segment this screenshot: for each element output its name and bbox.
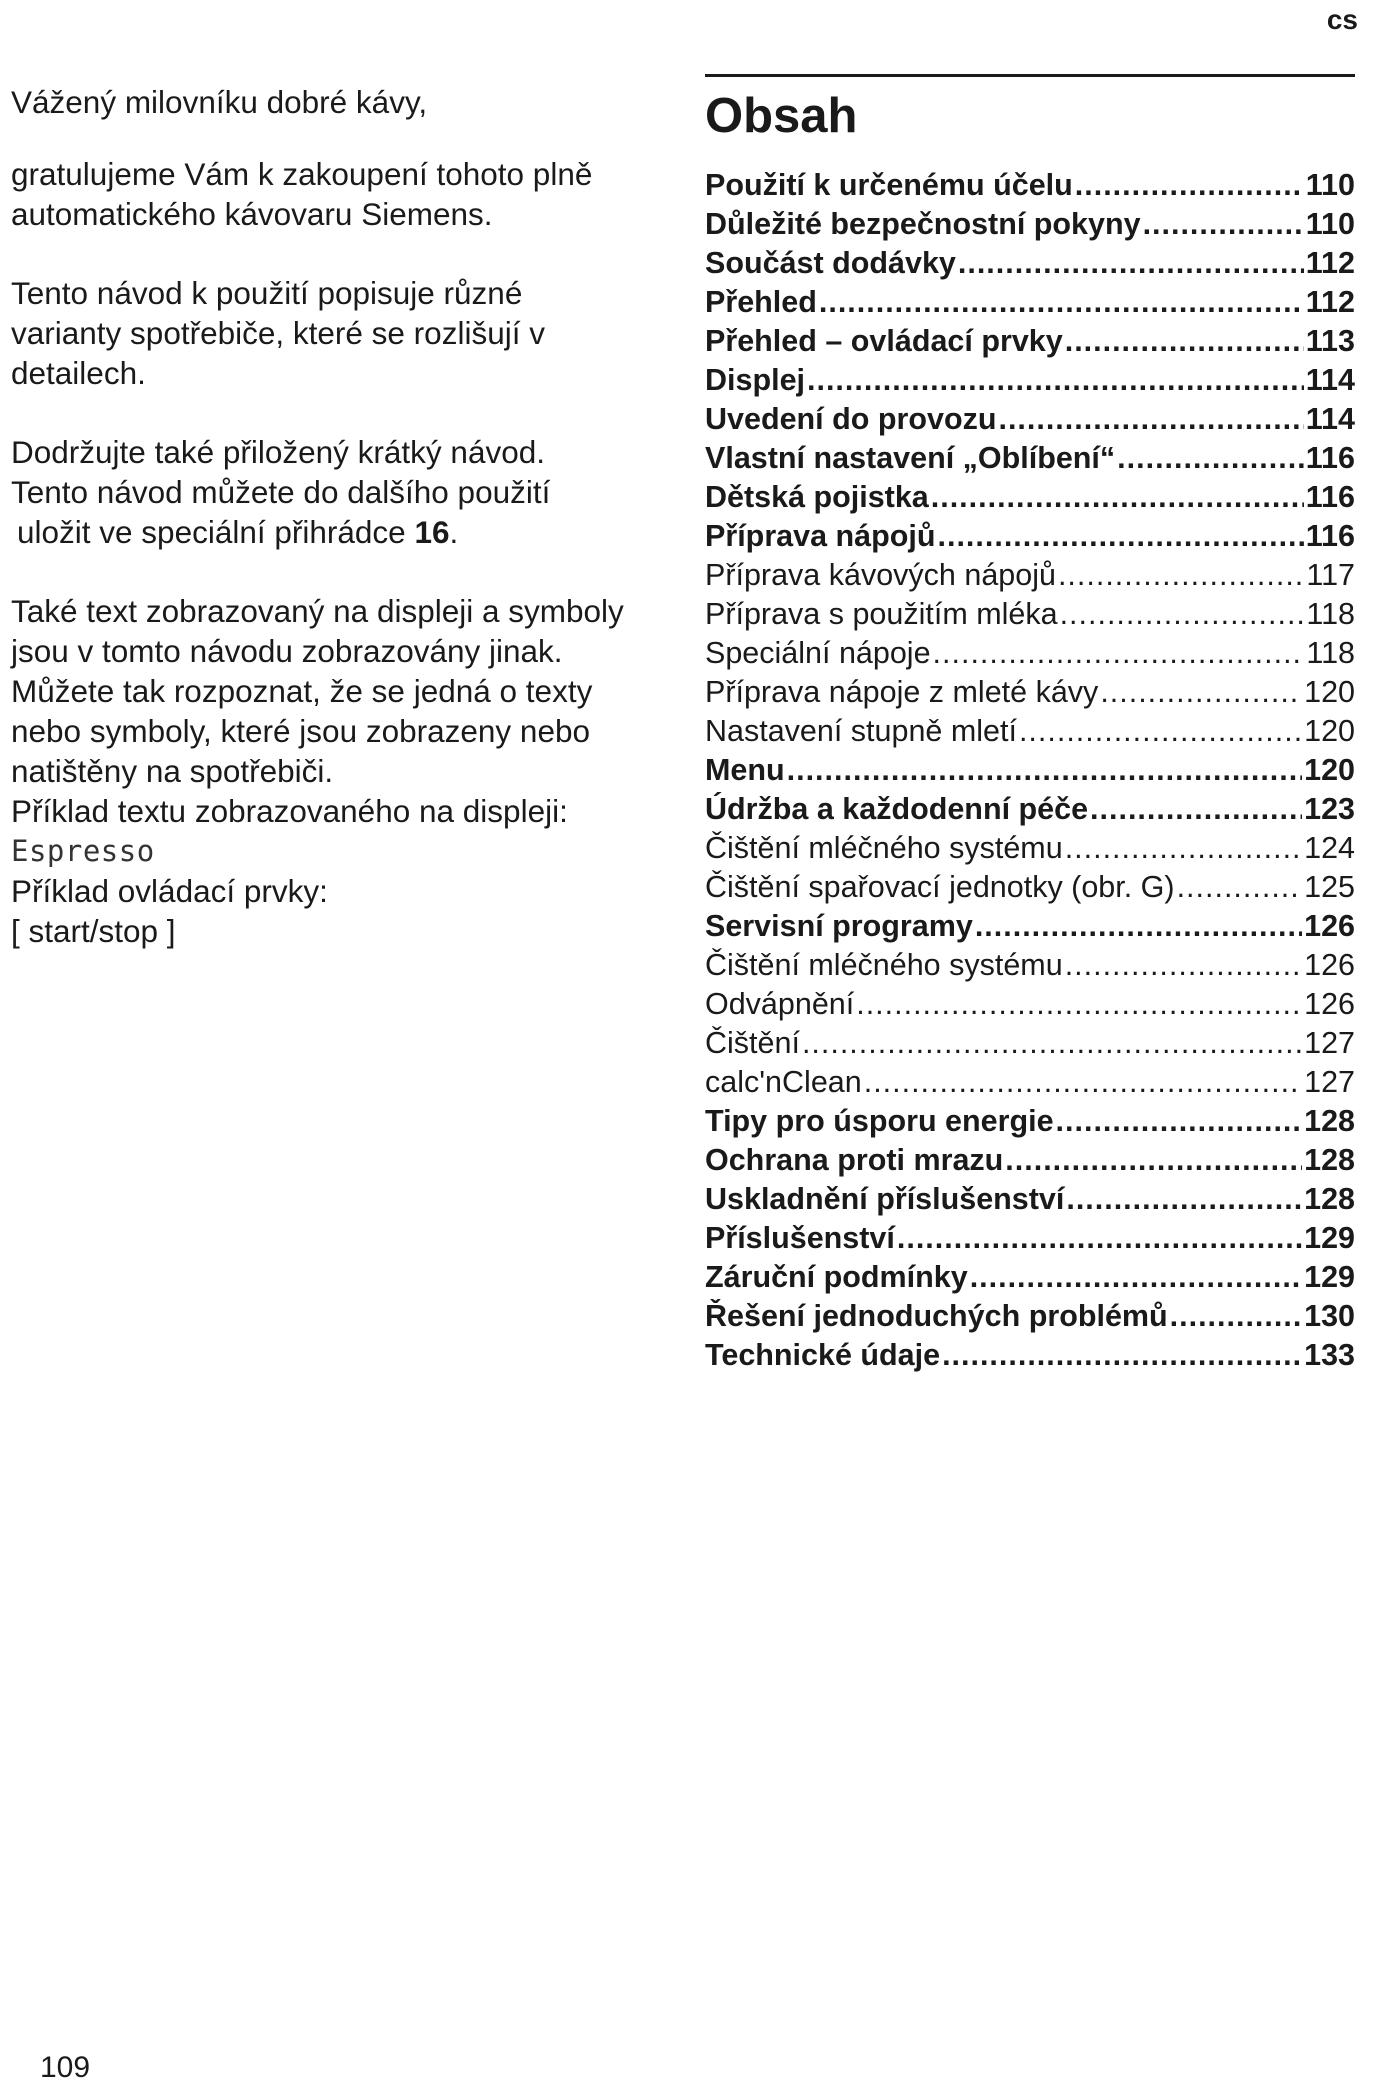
- toc-entry[interactable]: [705, 519, 1355, 558]
- toc-entry-page: 120: [1304, 753, 1355, 787]
- toc-entry-page: 128: [1304, 1143, 1355, 1177]
- text-line: gratulujeme Vám k zakoupení tohoto plně: [11, 156, 593, 192]
- toc-entry-label: Čištění: [705, 1026, 800, 1060]
- toc-entry-label: Záruční podmínky: [705, 1260, 968, 1294]
- toc-leader-dots: [1177, 870, 1303, 905]
- toc-entry-page: 113: [1305, 324, 1355, 358]
- text-line: jsou v tomto návodu zobrazovány jinak.: [11, 633, 563, 669]
- toc-leader-dots: [1090, 792, 1302, 827]
- toc-leader-dots: [931, 480, 1304, 515]
- toc-entry-label: Příprava s použitím mléka: [705, 597, 1058, 631]
- toc-leader-dots: [1066, 1182, 1302, 1217]
- toc-entry[interactable]: [705, 441, 1355, 480]
- toc-entry[interactable]: [705, 831, 1355, 870]
- toc-entry-page: 133: [1304, 1338, 1355, 1372]
- toc-entry-page: 126: [1304, 987, 1355, 1021]
- toc-entry[interactable]: [705, 558, 1355, 597]
- toc-leader-dots: [897, 1221, 1302, 1256]
- toc-leader-dots: [1060, 597, 1305, 632]
- toc-entry-page: 129: [1304, 1221, 1355, 1255]
- text-line: varianty spotřebiče, které se rozlišují v: [11, 315, 545, 351]
- toc-entry[interactable]: [705, 1026, 1355, 1065]
- toc-list: [705, 168, 1355, 1377]
- toc-entry-label: Čištění mléčného systému: [705, 948, 1063, 982]
- toc-entry-label: Přehled – ovládací prvky: [705, 324, 1063, 358]
- toc-entry-label: Příprava nápoje z mleté kávy: [705, 675, 1099, 709]
- toc-entry-label: Příprava nápojů: [705, 519, 936, 553]
- toc-entry-label: Údržba a každodenní péče: [705, 792, 1089, 826]
- toc-leader-dots: [864, 1065, 1302, 1100]
- toc-entry-label: Ochrana proti mrazu: [705, 1143, 1004, 1177]
- toc-entry-label: Čištění spařovací jednotky (obr. G): [705, 870, 1175, 904]
- toc-entry-label: Důležité bezpečnostní pokyny: [705, 207, 1141, 241]
- toc-leader-dots: [1019, 714, 1302, 749]
- example-control-value: [ start/stop ]: [11, 913, 176, 949]
- example-display-label: Příklad textu zobrazovaného na displeji:: [11, 793, 568, 829]
- storage-period: .: [449, 514, 459, 550]
- toc-entry-label: Součást dodávky: [705, 246, 956, 280]
- toc-leader-dots: [933, 636, 1305, 671]
- toc-leader-dots: [819, 285, 1304, 320]
- toc-entry-label: Displej: [705, 363, 806, 397]
- toc-entry[interactable]: [705, 870, 1355, 909]
- toc-leader-dots: [1100, 675, 1302, 710]
- toc-entry-label: Servisní programy: [705, 909, 973, 943]
- toc-leader-dots: [1056, 1104, 1303, 1139]
- toc-entry-label: Přehled: [705, 285, 817, 319]
- toc-entry-label: calc'nClean: [705, 1065, 862, 1099]
- toc-entry[interactable]: [705, 675, 1355, 714]
- intro-column: [11, 82, 671, 951]
- toc-entry-label: Uskladnění příslušenství: [705, 1182, 1065, 1216]
- example-display-value: Espresso: [11, 834, 155, 868]
- toc-leader-dots: [970, 1260, 1302, 1295]
- toc-entry-page: 112: [1305, 246, 1355, 280]
- toc-entry[interactable]: [705, 363, 1355, 402]
- toc-entry[interactable]: [705, 714, 1355, 753]
- toc-entry-label: Tipy pro úsporu energie: [705, 1104, 1054, 1138]
- toc-entry-page: 110: [1305, 168, 1355, 202]
- toc-leader-dots: [1117, 441, 1304, 476]
- toc-entry-page: 114: [1305, 402, 1355, 436]
- toc-entry[interactable]: [705, 207, 1355, 246]
- toc-entry[interactable]: [705, 597, 1355, 636]
- toc-entry-page: 126: [1304, 948, 1355, 982]
- toc-entry-page: 130: [1304, 1299, 1355, 1333]
- text-line: detailech.: [11, 355, 146, 391]
- toc-entry-page: 120: [1304, 714, 1355, 748]
- toc-entry-label: Příprava kávových nápojů: [705, 558, 1056, 592]
- toc-entry[interactable]: [705, 1065, 1355, 1104]
- example-control-label: Příklad ovládací prvky:: [11, 873, 328, 909]
- short-guide-paragraph: [11, 432, 671, 552]
- toc-entry-label: Dětská pojistka: [705, 480, 929, 514]
- toc-leader-dots: [998, 402, 1303, 437]
- toc-entry-label: Příslušenství: [705, 1221, 895, 1255]
- toc-entry[interactable]: [705, 480, 1355, 519]
- toc-leader-dots: [807, 363, 1304, 398]
- text-line: Dodržujte také přiložený krátký návod.: [11, 434, 546, 470]
- toc-entry-label: Řešení jednoduchých problémů: [705, 1299, 1168, 1333]
- toc-entry-page: 117: [1306, 558, 1355, 592]
- toc-entry[interactable]: [705, 948, 1355, 987]
- toc-entry-label: Uvedení do provozu: [705, 402, 997, 436]
- text-line: Tento návod k použití popisuje různé: [11, 275, 523, 311]
- toc-entry-page: 120: [1304, 675, 1355, 709]
- toc-entry-page: 125: [1304, 870, 1355, 904]
- toc-title: Obsah: [705, 89, 858, 143]
- toc-leader-dots: [802, 1026, 1302, 1061]
- toc-entry[interactable]: [705, 636, 1355, 675]
- toc-entry-page: 114: [1305, 363, 1355, 397]
- toc-entry[interactable]: [705, 909, 1355, 948]
- toc-leader-dots: [1065, 324, 1304, 359]
- toc-entry-page: 116: [1305, 441, 1355, 475]
- toc-entry-page: 128: [1304, 1104, 1355, 1138]
- toc-entry[interactable]: [705, 987, 1355, 1026]
- text-line: natištěny na spotřebiči.: [11, 753, 334, 789]
- storage-compartment-number: 16: [414, 514, 450, 550]
- toc-leader-dots: [1058, 558, 1304, 593]
- storage-text: uložit ve speciální přihrádce: [17, 514, 415, 550]
- toc-entry[interactable]: [705, 1104, 1355, 1143]
- text-line: nebo symboly, které jsou zobrazeny nebo: [11, 713, 590, 749]
- toc-entry-label: Technické údaje: [705, 1338, 941, 1372]
- display-text-paragraph: [11, 591, 671, 951]
- toc-entry[interactable]: [705, 168, 1355, 207]
- toc-leader-dots: [856, 987, 1302, 1022]
- greeting: Vážený milovníku dobré kávy,: [11, 84, 428, 120]
- toc-leader-dots: [1065, 831, 1302, 866]
- storage-line: [11, 512, 671, 552]
- toc-entry[interactable]: [705, 246, 1355, 285]
- toc-entry-page: 116: [1305, 519, 1355, 553]
- toc-leader-dots: [975, 909, 1302, 944]
- variants-paragraph: [11, 273, 671, 393]
- toc-leader-dots: [1143, 207, 1304, 242]
- toc-entry-page: 126: [1304, 909, 1355, 943]
- toc-leader-dots: [1005, 1143, 1302, 1178]
- toc-leader-dots: [942, 1338, 1302, 1373]
- toc-entry-label: Čištění mléčného systému: [705, 831, 1063, 865]
- toc-entry-label: Nastavení stupně mletí: [705, 714, 1017, 748]
- toc-entry[interactable]: [705, 1182, 1355, 1221]
- toc-entry[interactable]: [705, 1221, 1355, 1260]
- toc-entry-label: Odvápnění: [705, 987, 855, 1021]
- toc-leader-dots: [1075, 168, 1304, 203]
- toc-entry[interactable]: [705, 792, 1355, 831]
- toc-entry[interactable]: [705, 402, 1355, 441]
- text-line: Tento návod můžete do dalšího použití: [11, 474, 551, 510]
- toc-entry-label: Menu: [705, 753, 785, 787]
- toc-leader-dots: [938, 519, 1304, 554]
- text-line: Můžete tak rozpoznat, že se jedná o texty: [11, 673, 593, 709]
- toc-entry-page: 128: [1304, 1182, 1355, 1216]
- toc-entry[interactable]: [705, 1299, 1355, 1338]
- text-line: Také text zobrazovaný na displeji a symboly: [11, 593, 624, 629]
- toc-entry[interactable]: [705, 285, 1355, 324]
- text-line: automatického kávovaru Siemens.: [11, 196, 493, 232]
- toc-entry-page: 110: [1305, 207, 1355, 241]
- toc-entry-page: 129: [1304, 1260, 1355, 1294]
- toc-leader-dots: [958, 246, 1304, 281]
- toc-entry-label: Speciální nápoje: [705, 636, 931, 670]
- table-of-contents: [705, 74, 1355, 1377]
- toc-leader-dots: [1170, 1299, 1302, 1334]
- language-code: cs: [1326, 4, 1358, 35]
- toc-entry-page: 123: [1304, 792, 1355, 826]
- toc-entry-label: Použití k určenému účelu: [705, 168, 1073, 202]
- toc-entry-page: 127: [1304, 1026, 1355, 1060]
- toc-entry[interactable]: [705, 753, 1355, 792]
- toc-entry-page: 127: [1304, 1065, 1355, 1099]
- toc-entry[interactable]: [705, 1143, 1355, 1182]
- toc-entry-page: 112: [1305, 285, 1355, 319]
- toc-entry-page: 124: [1304, 831, 1355, 865]
- toc-entry-label: Vlastní nastavení „Oblíbení“: [705, 441, 1116, 475]
- congrats-paragraph: [11, 154, 671, 234]
- toc-entry[interactable]: [705, 1338, 1355, 1377]
- toc-entry-page: 118: [1306, 597, 1355, 631]
- toc-entry[interactable]: [705, 324, 1355, 363]
- toc-entry-page: 118: [1306, 636, 1355, 670]
- toc-entry[interactable]: [705, 1260, 1355, 1299]
- toc-leader-dots: [1065, 948, 1302, 983]
- toc-leader-dots: [787, 753, 1302, 788]
- page-number: 109: [40, 2051, 91, 2084]
- toc-entry-page: 116: [1305, 480, 1355, 514]
